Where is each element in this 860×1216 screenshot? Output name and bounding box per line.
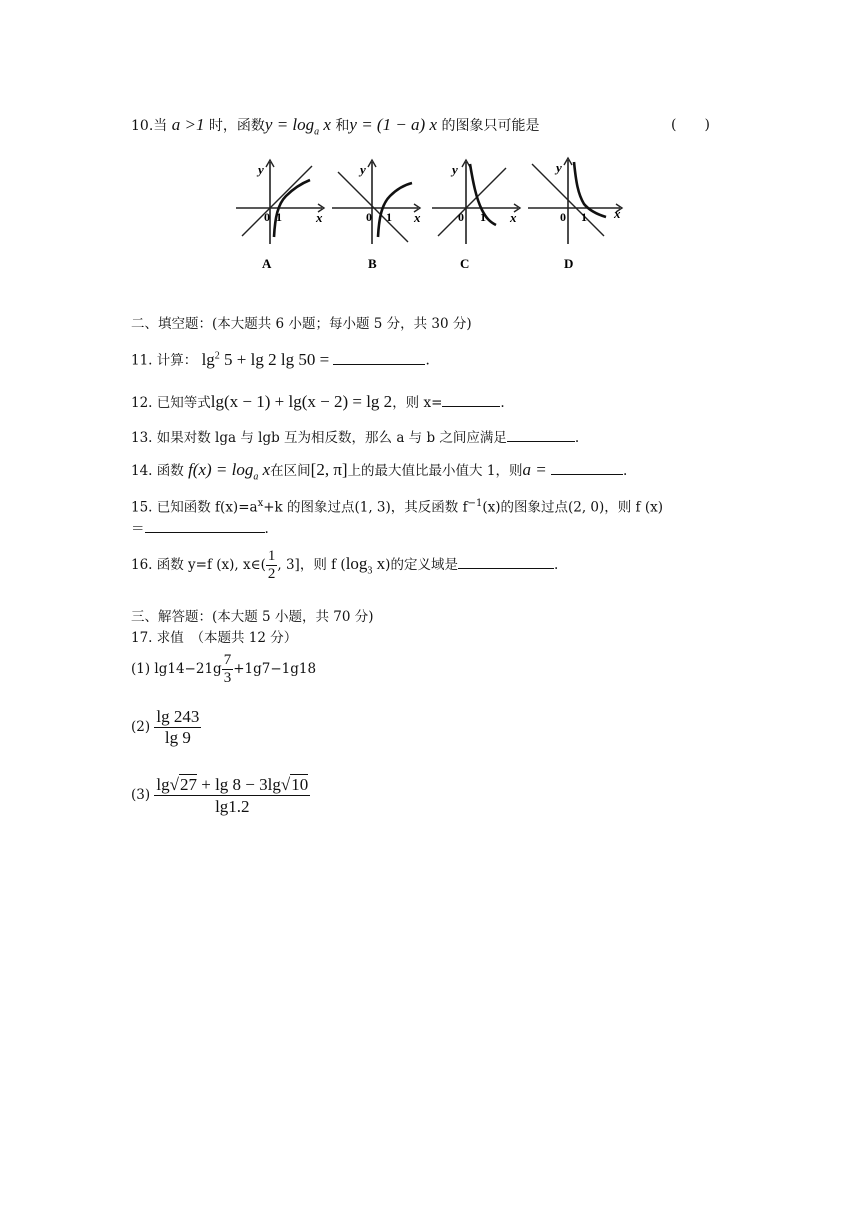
axis-label-y: y	[360, 162, 366, 177]
q10-text-3: 和	[335, 118, 350, 134]
answer-paren: ( )	[671, 117, 710, 133]
q15-text-b: +k 的图象过点(1, 3)，其反函数 f	[263, 499, 468, 516]
p2-fraction: $\frac{\lg 243}{\lg 9}$	[156, 707, 200, 747]
graph-d	[528, 158, 622, 271]
graph-b	[332, 160, 421, 271]
question-15-line-2	[131, 518, 269, 538]
q16-tail: )的定义域是	[385, 557, 458, 573]
q14-function: $f(x) = \log_a x$	[188, 460, 271, 483]
q14-prefix: 14. 函数	[131, 463, 184, 479]
q15-text-c: (x)的图象过点(2, 0)，则 f (x)	[482, 499, 663, 516]
question-17-part-3	[131, 774, 310, 817]
q14-interval: [2, π]	[310, 460, 348, 479]
option-graphs	[234, 152, 634, 272]
q12-prefix: 12. 已知等式	[131, 395, 211, 411]
question-17-title: 17. 求值 （本题共 12 分）	[131, 630, 298, 646]
question-11	[131, 347, 430, 370]
q15-equals: ＝	[131, 521, 145, 537]
period: .	[264, 521, 269, 537]
question-17-part-1	[131, 652, 316, 687]
p1-fraction: $\frac{7}{3}$	[223, 652, 232, 686]
q14-mid: 在区间	[270, 463, 311, 479]
q16-log: $\log_3 x$	[345, 554, 386, 577]
question-17-part-2	[131, 707, 201, 748]
q15-text-a: 15. 已知函数 f(x)=a	[131, 499, 258, 516]
q16-mid: , 3]，则 f (	[277, 557, 346, 573]
q14-tail: 上的最大值比最小值大 1，则	[347, 463, 523, 479]
axis-label-x: x	[510, 210, 517, 225]
answer-blank[interactable]	[145, 518, 265, 533]
question-15	[131, 495, 663, 517]
period: .	[622, 463, 628, 479]
q10-text-2: 时，函数	[208, 118, 265, 134]
function-log: $y = \log_a x$	[264, 115, 331, 138]
option-label-d: D	[564, 256, 574, 271]
q12-equation: lg(x − 1) + lg(x − 2) = lg 2	[210, 392, 393, 411]
q14-a-equals: a =	[522, 460, 547, 479]
option-label-b: B	[368, 256, 377, 271]
q16-fraction: $\frac{1}{2}$	[267, 548, 276, 582]
answer-blank[interactable]	[442, 392, 500, 407]
p1-suffix: +1g7−1g18	[233, 661, 317, 677]
condition-math: a >1	[171, 115, 205, 134]
q10-text-4: 的图象只可能是	[441, 118, 540, 134]
period: .	[425, 352, 430, 369]
q11-expression: $\lg^2 5 + \lg 2$ lg 50 =	[201, 349, 330, 369]
question-14	[131, 460, 627, 486]
one-label: 1	[276, 210, 282, 224]
origin-label: 0	[458, 210, 464, 224]
p3-prefix: (3)	[131, 787, 151, 803]
question-10	[131, 115, 710, 141]
p3-fraction: $\frac{\lg√27 + \lg 8 - 3\lg√10}{\lg 1.2}$	[156, 775, 309, 816]
origin-label: 0	[560, 210, 566, 224]
graph-c	[432, 160, 520, 271]
axis-label-y: y	[452, 162, 458, 177]
axis-label-y: y	[258, 162, 264, 177]
one-label: 1	[581, 210, 587, 224]
period: .	[500, 395, 505, 411]
question-12	[131, 392, 505, 412]
q16-prefix: 16. 函数 y=f (x), x∈(	[131, 557, 266, 573]
period: .	[553, 557, 559, 573]
question-13	[131, 427, 579, 447]
question-16	[131, 548, 558, 583]
q13-text: 13. 如果对数 lga 与 lgb 互为相反数，那么 a 与 b 之间应满足	[131, 430, 507, 446]
answer-blank[interactable]	[551, 460, 623, 475]
p1-prefix: (1) lg14−21g	[131, 661, 222, 677]
answer-blank[interactable]	[507, 427, 575, 442]
p2-prefix: (2)	[131, 719, 151, 735]
q15-inverse-exponent: −1	[467, 498, 483, 509]
function-linear: y = (1 − a) x	[349, 115, 438, 134]
section-2-title: 二、填空题：(本大题共 6 小题；每小题 5 分，共 30 分)	[131, 316, 472, 332]
q12-mid: ，则 x=	[392, 395, 443, 411]
axis-label-x: x	[414, 210, 421, 225]
question-number: 10.	[131, 118, 154, 134]
answer-blank[interactable]	[333, 350, 425, 365]
q10-text: 当	[153, 118, 168, 134]
one-label: 1	[480, 210, 486, 224]
axis-label-x: x	[614, 206, 621, 221]
q11-prefix: 11. 计算：	[131, 352, 198, 369]
option-label-c: C	[460, 256, 470, 271]
answer-blank[interactable]	[458, 554, 554, 569]
period: .	[574, 430, 580, 446]
option-label-a: A	[262, 256, 272, 271]
graph-a	[236, 160, 324, 271]
axis-label-y: y	[556, 160, 562, 175]
origin-label: 0	[264, 210, 270, 224]
q15-exponent: x	[257, 498, 264, 509]
section-3-title: 三、解答题：(本大题 5 小题，共 70 分)	[131, 609, 374, 625]
origin-label: 0	[366, 210, 372, 224]
one-label: 1	[386, 210, 392, 224]
axis-label-x: x	[316, 210, 323, 225]
